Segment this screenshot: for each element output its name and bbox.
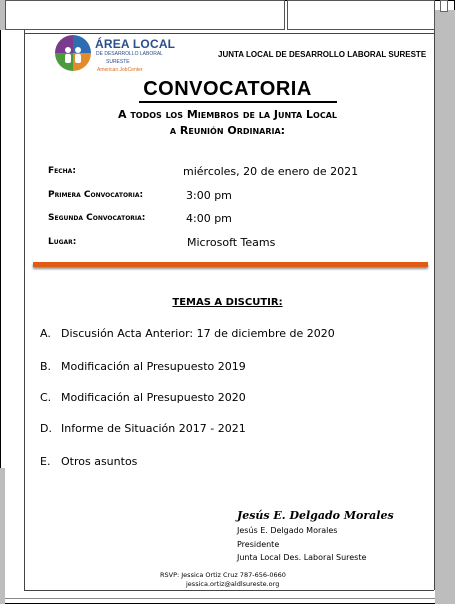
first-call-value: 3:00 pm [186, 189, 232, 202]
location-label: Lugar: [48, 237, 77, 247]
second-call-label: Segunda Convocatoria: [48, 213, 146, 223]
rsvp-contact: RSVP: Jessica Ortiz Cruz 787-656-0660 [160, 571, 286, 579]
footer-rule-bottom [5, 598, 435, 599]
left-margin-shade-bottom [0, 468, 5, 604]
agenda-item [40, 327, 335, 340]
agenda-text: Modificación al Presupuesto 2019 [61, 360, 246, 373]
signer-organization: Junta Local Des. Laboral Sureste [237, 553, 367, 562]
signature-script: Jesús E. Delgado Morales [237, 509, 394, 522]
agenda-heading: TEMAS A DISCUTIR: [172, 297, 283, 308]
agenda-item [40, 422, 246, 435]
location-value: Microsoft Teams [187, 236, 276, 249]
agenda-item [40, 360, 246, 373]
page-title: CONVOCATORIA [143, 78, 312, 100]
agenda-marker: C. [40, 391, 52, 404]
logo-tagline: American JobCenter [97, 67, 143, 73]
logo-title: ÁREA LOCAL [95, 37, 176, 51]
signer-name: Jesús E. Delgado Morales [237, 526, 338, 535]
agenda-text: Discusión Acta Anterior: 17 de diciembre de 2020 [61, 327, 335, 340]
date-label: Fecha: [48, 166, 76, 176]
logo-subtitle: DE DESARROLLO LABORAL [96, 51, 163, 57]
second-call-value: 4:00 pm [186, 212, 232, 225]
agenda-marker: A. [40, 327, 51, 340]
subtitle-line-1: A todos los Miembros de la Junta Local [117, 108, 337, 121]
people-icon [62, 45, 84, 65]
date-value: miércoles, 20 de enero de 2021 [183, 165, 359, 178]
footer-rule [24, 590, 434, 591]
signer-role: Presidente [237, 540, 280, 549]
agenda-marker: B. [40, 360, 52, 373]
header [0, 0, 455, 80]
organization-name: JUNTA LOCAL DE DESARROLLO LABORAL SURESTE [218, 50, 427, 59]
agenda-item [40, 455, 137, 468]
agenda-text: Otros asuntos [61, 455, 138, 468]
first-call-label: Primera Convocatoria: [48, 190, 144, 200]
agenda-marker: E. [40, 455, 51, 468]
title-underline [139, 101, 337, 103]
agenda-marker: D. [40, 422, 52, 435]
subtitle-line-2: a Reunión Ordinaria: [169, 124, 286, 137]
agenda-text: Modificación al Presupuesto 2020 [61, 391, 246, 404]
accent-divider [33, 262, 428, 267]
logo-region: SURESTE [106, 59, 130, 65]
agenda-text: Informe de Situación 2017 - 2021 [61, 422, 246, 435]
agenda-item [40, 391, 246, 404]
rsvp-email[interactable]: jessica.ortiz@aldlsureste.org [186, 580, 280, 588]
